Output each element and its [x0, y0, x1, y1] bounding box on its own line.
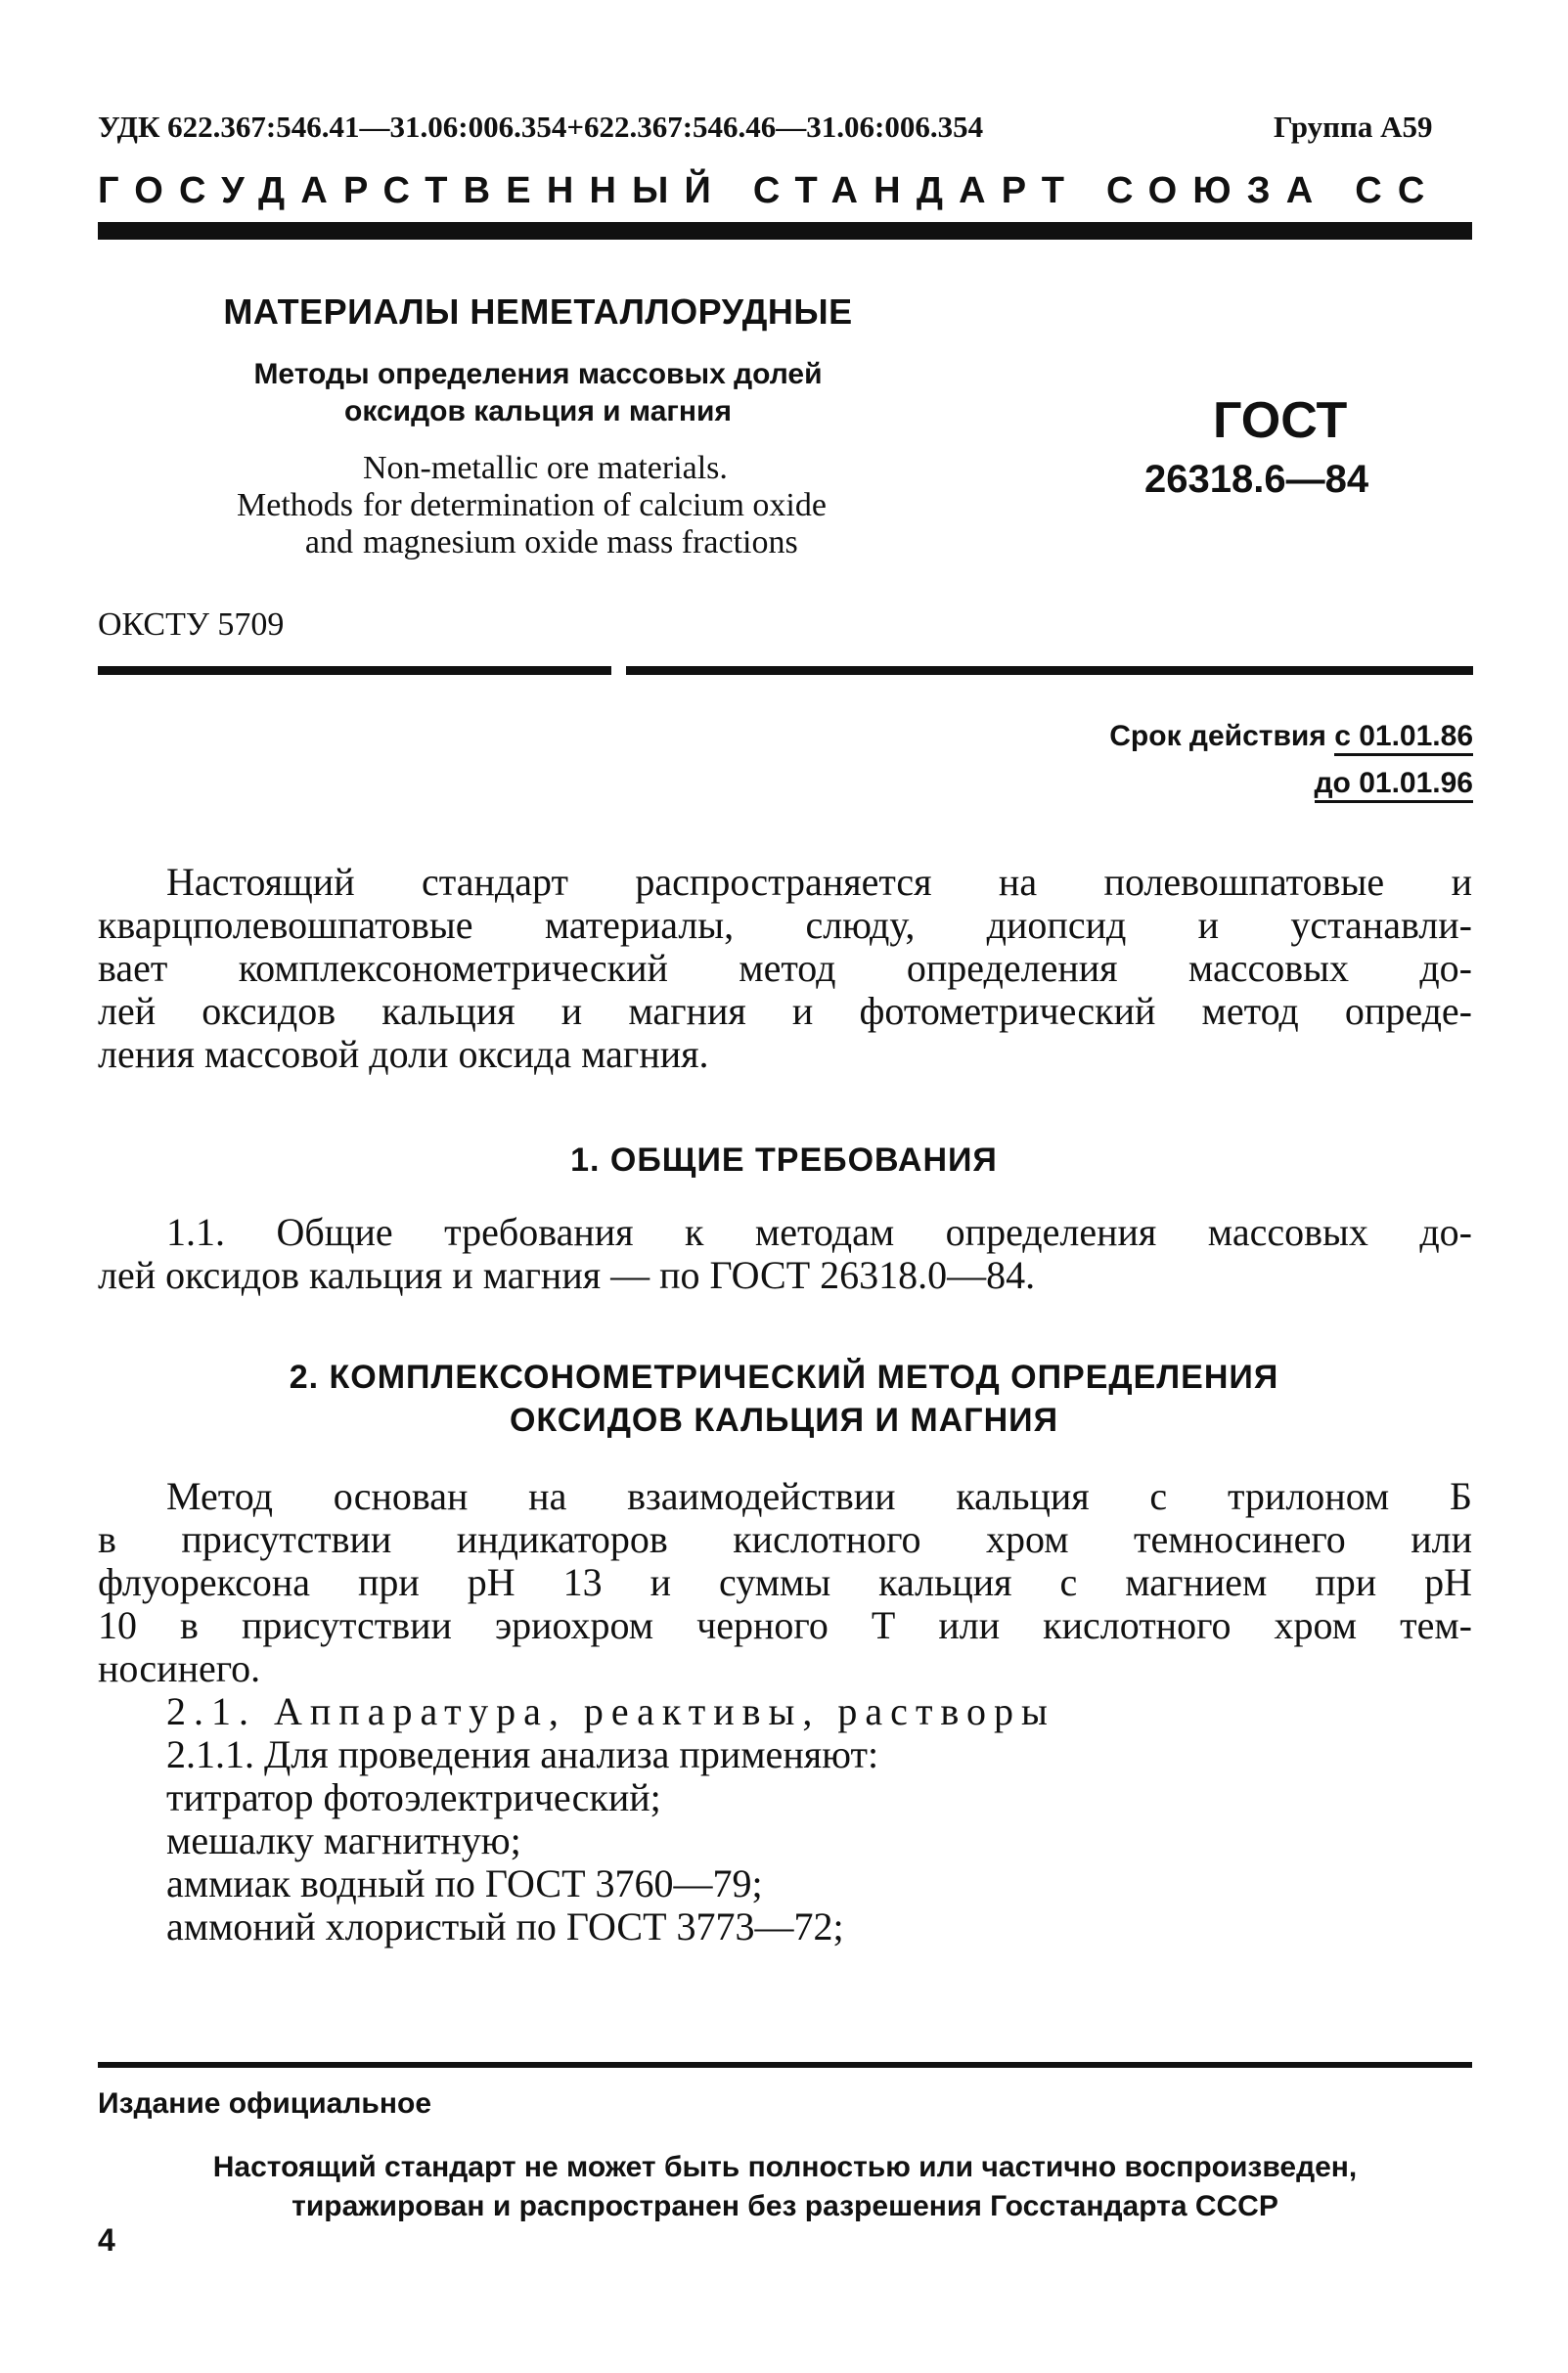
udk-code: УДК 622.367:546.41—31.06:006.354+622.367:546.46—31.06:006.354 [98, 110, 984, 144]
edition-label: Издание официальное [98, 2087, 432, 2120]
subtitle-line-1: Методы определения массовых долей [253, 358, 823, 390]
english-title-line-1 [196, 450, 827, 487]
section-2-line: носинего. [98, 1646, 261, 1690]
title-rule-left [98, 666, 611, 675]
intro-line: вает комплексонометрический метод определения массовых до- [98, 946, 1472, 990]
english-title-text-2: for determination of calcium oxide [363, 487, 827, 523]
subsection-2-1-1: 2.1.1. Для проведения анализа применяют: [166, 1732, 879, 1776]
equipment-item: аммиак водный по ГОСТ 3760—79; [166, 1861, 763, 1905]
validity-prefix: Срок действия [1109, 720, 1335, 752]
english-title-lead-2: Methods [237, 487, 353, 523]
section-1-line: лей оксидов кальция и магния — по ГОСТ 26318.0—84. [98, 1253, 1036, 1297]
intro-paragraph [98, 861, 1472, 904]
section-1-heading: 1. ОБЩИЕ ТРЕБОВАНИЯ [570, 1142, 998, 1179]
intro-paragraph-cont [98, 904, 1472, 1076]
validity-from [1076, 720, 1473, 753]
section-2-line: 10 в присутствии эриохром черного Т или кислотного хром тем- [98, 1603, 1472, 1647]
section-1-paragraph [98, 1211, 1472, 1254]
group-code: Группа А59 [1274, 110, 1433, 144]
english-title-lead-3: and [304, 524, 353, 560]
section-2-heading-line-2: ОКСИДОВ КАЛЬЦИЯ И МАГНИЯ [509, 1402, 1059, 1439]
validity-from-date: с 01.01.86 [1334, 720, 1473, 756]
section-1-paragraph-cont [98, 1254, 1472, 1297]
copyright-notice-line-1: Настоящий стандарт не может быть полностью или частично воспроизведен, [212, 2151, 1358, 2183]
section-2-paragraph [98, 1475, 1472, 1518]
section-1-line: 1.1. Общие требования к методам определения массовых до- [166, 1210, 1472, 1254]
english-title-line-3 [196, 524, 827, 561]
english-title-line-2 [196, 487, 827, 524]
state-standard-banner: ГОСУДАРСТВЕННЫЙ СТАНДАРТ СОЮЗА СС [98, 170, 1441, 211]
gost-label: ГОСТ [1213, 392, 1348, 449]
subsection-2-1: 2.1. Аппаратура, реактивы, растворы [166, 1689, 1055, 1733]
document-subtitle [0, 356, 1076, 430]
validity-to-date: до 01.01.96 [1315, 767, 1473, 803]
equipment-item: аммоний хлористый по ГОСТ 3773—72; [166, 1904, 844, 1948]
intro-line: Настоящий стандарт распространяется на полевошпатовые и [166, 860, 1472, 904]
intro-line: лей оксидов кальция и магния и фотометрический метод опреде- [98, 989, 1472, 1033]
copyright-notice-line-2: тиражирован и распространен без разрешения Госстандарта СССР [291, 2190, 1278, 2222]
footer-rule [98, 2062, 1472, 2068]
intro-line: кварцполевошпатовые материалы, слюду, диопсид и устанавли- [98, 903, 1472, 947]
gost-number: 26318.6—84 [1144, 458, 1369, 501]
page-number: 4 [98, 2222, 115, 2258]
title-rule-right [626, 666, 1473, 675]
intro-line: ления массовой доли оксида магния. [98, 1032, 709, 1076]
english-title-text-3: magnesium oxide mass fractions [363, 524, 798, 560]
section-2-paragraph-cont [98, 1518, 1472, 1690]
english-title-text-1: Non-metallic ore materials. [363, 450, 728, 486]
section-2-line: в присутствии индикаторов кислотного хром темносинего или [98, 1517, 1472, 1561]
section-2-line: флуорексона при pH 13 и суммы кальция с магнием при pH [98, 1560, 1472, 1604]
equipment-item: мешалку магнитную; [166, 1818, 521, 1862]
english-title [196, 450, 827, 561]
copyright-notice [98, 2148, 1472, 2226]
equipment-item: титратор фотоэлектрический; [166, 1775, 661, 1819]
header-rule [98, 222, 1472, 240]
validity-to [1076, 767, 1473, 800]
section-2-line: Метод основан на взаимодействии кальция с трилоном Б [166, 1474, 1472, 1518]
section-2-heading-line-1: 2. КОМПЛЕКСОНОМЕТРИЧЕСКИЙ МЕТОД ОПРЕДЕЛЕНИЯ [289, 1359, 1279, 1396]
subtitle-line-2: оксидов кальция и магния [344, 395, 732, 427]
document-title: МАТЕРИАЛЫ НЕМЕТАЛЛОРУДНЫЕ [223, 291, 853, 332]
okstu-code: ОКСТУ 5709 [98, 606, 285, 643]
